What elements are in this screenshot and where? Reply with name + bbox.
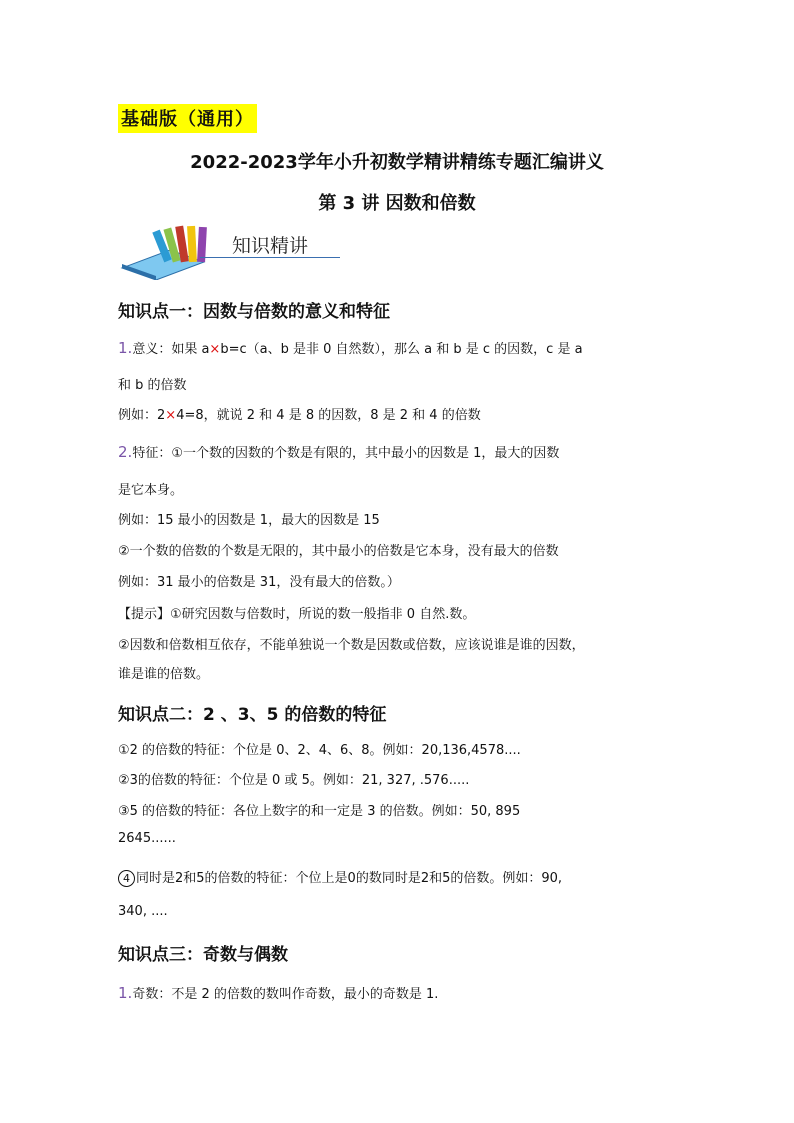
example-2: 例如：15 最小的因数是 1，最大的因数是 15 [118, 513, 380, 528]
odd-number-paragraph: 1.奇数：不是 2 的倍数的数叫作奇数，最小的奇数是 1. [118, 984, 439, 1002]
multiple-feature: ②一个数的倍数的个数是无限的，其中最小的倍数是它本身，没有最大的倍数 [118, 544, 559, 559]
rule-3: ②3的倍数的特征：个位是 0 或 5。例如：21, 327, .576..... [118, 773, 470, 788]
version-badge: 基础版（通用） [118, 104, 257, 133]
rule-5: ③5 的倍数的特征：各位上数字的和一定是 3 的倍数。例如：50, 895 [118, 804, 521, 819]
rule-5-cont: 2645...... [118, 831, 176, 846]
meaning-paragraph: 1.意义：如果 a×b=c（a、b 是非 0 自然数），那么 a 和 b 是 c 的因数，c 是 a [118, 339, 583, 357]
section1-heading: 知识点一：因数与倍数的意义和特征 [118, 302, 390, 322]
tip-2: ②因数和倍数相互依存，不能单独说一个数是因数或倍数，应该说谁是谁的因数， [118, 638, 585, 653]
circled-number: 4 [118, 870, 135, 887]
example-1: 例如：2×4=8，就说 2 和 4 是 8 的因数，8 是 2 和 4 的倍数 [118, 408, 481, 423]
rule-2: ①2 的倍数的特征：个位是 0、2、4、6、8。例如：20,136,4578.... [118, 743, 521, 758]
books-icon [118, 218, 228, 280]
document-title: 2022-2023学年小升初数学精讲精练专题汇编讲义 [190, 152, 604, 173]
section2-heading: 知识点二：2 、3、5 的倍数的特征 [118, 705, 387, 725]
section3-heading: 知识点三：奇数与偶数 [118, 945, 288, 965]
section-banner-label: 知识精讲 [232, 235, 309, 257]
rule-2-and-5-cont: 340, .... [118, 904, 168, 919]
feature-paragraph-cont: 是它本身。 [118, 483, 184, 498]
tip-2-cont: 谁是谁的倍数。 [118, 667, 210, 682]
tip-1: 【提示】①研究因数与倍数时，所说的数一般指非 0 自然.数。 [118, 607, 476, 622]
lecture-title: 第 3 讲 因数和倍数 [318, 193, 476, 214]
example-3: 例如：31 最小的倍数是 31，没有最大的倍数。） [118, 575, 400, 590]
rule-2-and-5: 4 同时是2和5的倍数的特征：个位上是0的数同时是2和5的倍数。例如：90, [118, 867, 562, 887]
meaning-paragraph-cont: 和 b 的倍数 [118, 378, 187, 393]
feature-paragraph: 2.特征：①一个数的因数的个数是有限的，其中最小的因数是 1，最大的因数 [118, 443, 560, 461]
multiply-sign: × [165, 408, 177, 423]
banner-underline [200, 257, 340, 258]
item-number: 2. [118, 443, 133, 461]
item-number: 1. [118, 339, 133, 357]
item-number: 1. [118, 984, 133, 1002]
multiply-sign: × [209, 342, 221, 357]
